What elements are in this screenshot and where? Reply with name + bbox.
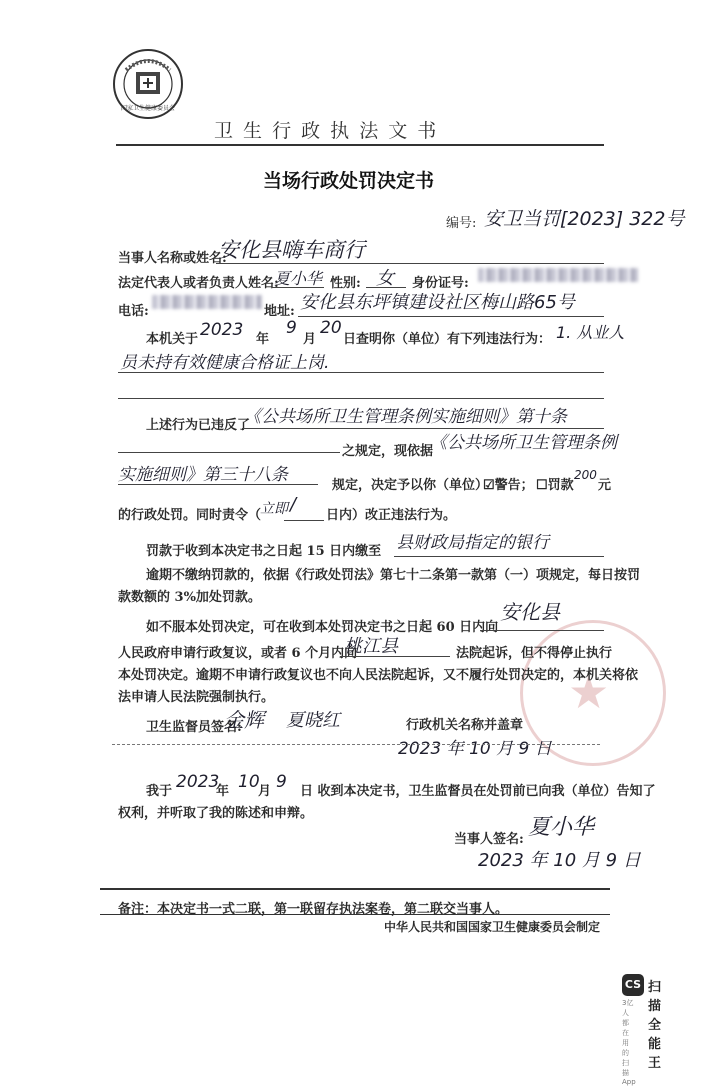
party-name-value: 安化县嗨车商行 [218, 238, 365, 262]
receipt-day: 9 [276, 772, 287, 792]
receipt-year-label: 年 [216, 784, 230, 799]
payment-text-b: 逾期不缴纳罚款的，依据《行政处罚法》第七十二条第一款第（一）项规定，每日按罚 [146, 568, 641, 583]
agency-date: 2023 年 10 月 9 日 [398, 739, 552, 759]
facts-year-label: 年 [256, 332, 270, 347]
correction-immediate: 立即 [260, 501, 288, 517]
law-text-d: 的行政处罚。同时责令（ [118, 508, 262, 523]
doc-number-value: 安卫当罚[2023] 322号 [484, 208, 685, 230]
watermark-title: 扫描全能王 [648, 980, 662, 1071]
appeal-text-a: 如不服本处罚决定，可在收到本处罚决定书之日起 60 日内向 [146, 620, 499, 635]
law-text-c: 规定，决定予以你（单位） [332, 478, 489, 493]
appeal-gov: 安化县 [500, 600, 560, 624]
inspector-label: 卫生监督员签名: [146, 720, 242, 735]
violated-law: 《公共场所卫生管理条例实施细则》第十条 [244, 407, 567, 427]
camscanner-icon: CS [622, 974, 644, 996]
inspector-signature-2: 夏晓红 [286, 710, 340, 731]
footer-issuer: 中华人民共和国国家卫生健康委员会制定 [384, 920, 601, 934]
inspector-signature-1: 金辉 [224, 708, 264, 732]
footer-rule [100, 888, 610, 890]
receipt-text-a: 我于 [146, 784, 173, 799]
rep-label: 法定代表人或者负责人姓名: [118, 276, 279, 291]
facts-day: 20 [320, 318, 342, 338]
party-signature: 夏小华 [528, 815, 595, 840]
receipt-text-c: 权利，并听取了我的陈述和申辩。 [118, 806, 314, 821]
law-text-a: 上述行为已违反了 [146, 418, 251, 433]
violation-line-1: 1. 从业人 [556, 323, 625, 342]
warning-option: ☑警告； [483, 478, 534, 493]
facts-year: 2023 [200, 320, 244, 340]
phone-redacted [152, 295, 262, 309]
facts-month: 9 [286, 318, 297, 338]
legal-basis-2: 实施细则》第三十八条 [118, 465, 288, 485]
phone-label: 电话: [118, 304, 149, 319]
appeal-text-d: 本处罚决定。逾期不申请行政复议也不向人民法院起诉，又不履行处罚决定的，本机关将依 [118, 668, 639, 683]
party-sign-label: 当事人签名: [454, 832, 524, 847]
party-name-label: 当事人名称或姓名: [118, 251, 227, 266]
receipt-month-label: 月 [258, 784, 272, 799]
fine-option: ☐罚款 [536, 478, 574, 493]
rep-value: 夏小华 [274, 269, 323, 288]
payment-text-c: 款数额的 3%加处罚款。 [118, 590, 261, 605]
violation-line-2: 员未持有效健康合格证上岗. [120, 353, 330, 373]
receipt-month: 10 [238, 772, 260, 792]
receipt-year: 2023 [176, 772, 220, 792]
gender-value: 女 [376, 268, 394, 289]
facts-month-label: 月 [303, 332, 317, 347]
appeal-text-c: 法院起诉，但不得停止执行 [456, 646, 613, 661]
svg-text:国家卫生健康委员会: 国家卫生健康委员会 [120, 105, 176, 112]
address-label: 地址: [264, 304, 295, 319]
agency-seal-label: 行政机关名称并盖章 [406, 718, 524, 733]
gender-label: 性别: [330, 276, 361, 291]
id-number-redacted [478, 268, 638, 282]
receipt-text-b: 日 收到本决定书，卫生监督员在处罚前已向我（单位）告知了 [300, 784, 656, 799]
appeal-court: 桃江县 [344, 636, 398, 657]
footer-note: 备注：本决定书一式二联，第一联留存执法案卷，第二联交当事人。 [118, 902, 509, 917]
legal-basis-1: 《公共场所卫生管理条例 [430, 433, 617, 453]
payment-text-a: 罚款于收到本决定书之日起 15 日内缴至 [146, 544, 382, 559]
law-text-f: 日内）改正违法行为。 [326, 508, 457, 523]
appeal-text-e: 法申请人民法院强制执行。 [118, 690, 275, 705]
watermark-subtitle: 3亿人都在用的扫描App [622, 999, 636, 1086]
payment-bank: 县财政局指定的银行 [396, 533, 549, 553]
id-label: 身份证号: [412, 276, 469, 291]
agency-title: 卫 生 行 政 执 法 文 书 [214, 120, 439, 142]
doc-title: 当场行政处罚决定书 [263, 170, 435, 192]
fine-amount: 200 [574, 468, 597, 482]
party-sign-date: 2023 年 10 月 9 日 [478, 850, 641, 871]
agency-stamp: ★ [520, 620, 666, 766]
facts-text-b: 日查明你（单位）有下列违法行为： [343, 332, 552, 347]
address-value: 安化县东坪镇建设社区梅山路65号 [300, 292, 575, 313]
section-divider [112, 744, 600, 745]
appeal-text-b: 人民政府申请行政复议，或者 6 个月内向 [118, 646, 358, 661]
facts-text-a: 本机关于 [146, 332, 199, 347]
doc-number-label: 编号: [446, 216, 477, 231]
fine-unit: 元 [598, 478, 612, 493]
health-commission-seal [112, 48, 184, 120]
law-text-b: 之规定，现依据 [342, 444, 434, 459]
correction-days: / [290, 494, 297, 515]
